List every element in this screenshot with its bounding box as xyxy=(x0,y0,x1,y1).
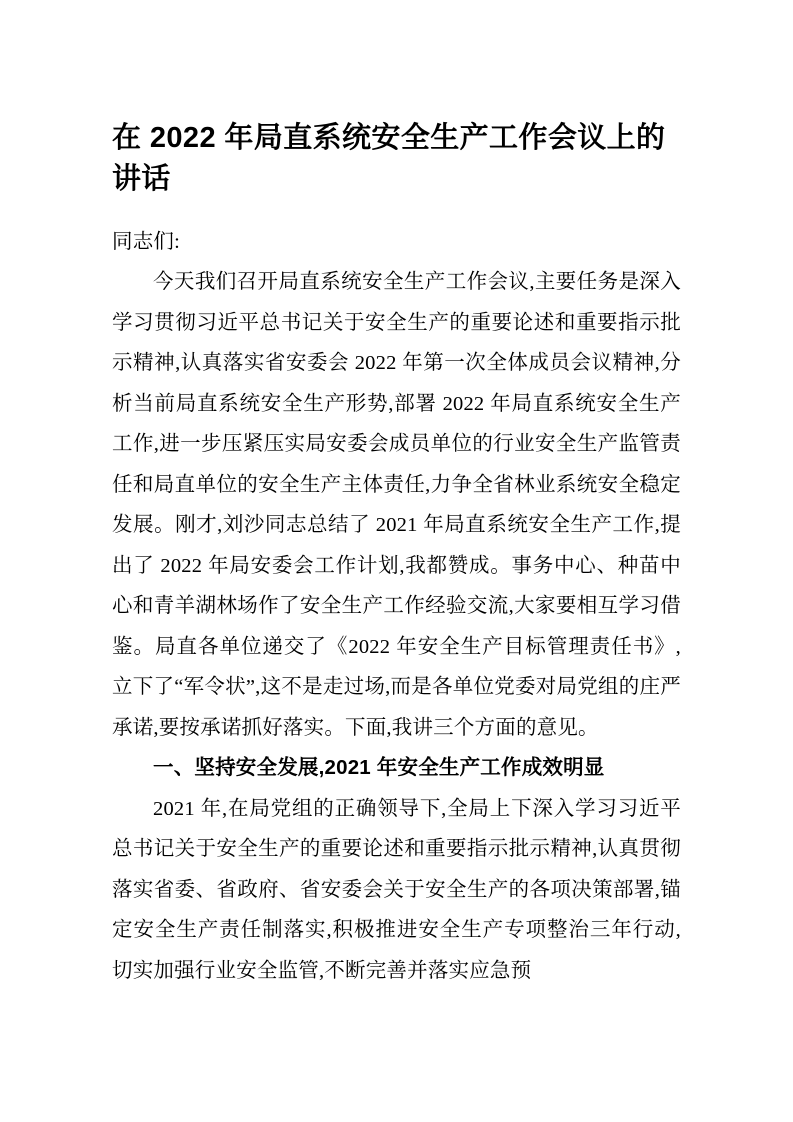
salutation-text: 同志们: xyxy=(112,231,180,253)
paragraph-intro: 今天我们召开局直系统安全生产工作会议,主要任务是深入学习贯彻习近平总书记关于安全生产的重要论述和重要指示批示精神,认真落实省安委会 2022 年第一次全体成员会议精神,分析当前局直系统安全生产形势,部署 2022 年局直系统安全生产工作,进一步压紧压实局安委会成员单位的行业安全生产监管责任和局直单位的安全生产主体责任,力争全省林业系统安全稳定发展。刚才,刘沙同志总结了 2021 年局直系统安全生产工作,提出了 2022 年局安委会工作计划,我都赞成。事务中心、种苗中心和青羊湖林场作了安全生产工作经验交流,大家要相互学习借鉴。局直各单位递交了《2022 年安全生产目标管理责任书》,立下了“军令状”,这不是走过场,而是各单位党委对局党组的庄严承诺,要按承诺抓好落实。下面,我讲三个方面的意见。 xyxy=(112,271,681,739)
paragraph-section-one-body: 2021 年,在局党组的正确领导下,全局上下深入学习习近平总书记关于安全生产的重要论述和重要指示批示精神,认真贯彻落实省委、省政府、省安委会关于安全生产的各项决策部署,锚定安全生产责任制落实,积极推进安全生产专项整治三年行动,切实加强行业安全监管,不断完善并落实应急预 xyxy=(112,797,681,982)
section-heading-one: 一、坚持安全发展,2021 年安全生产工作成效明显 xyxy=(153,756,605,779)
page-title: 在 2022 年局直系统安全生产工作会议上的讲话 xyxy=(112,122,666,195)
